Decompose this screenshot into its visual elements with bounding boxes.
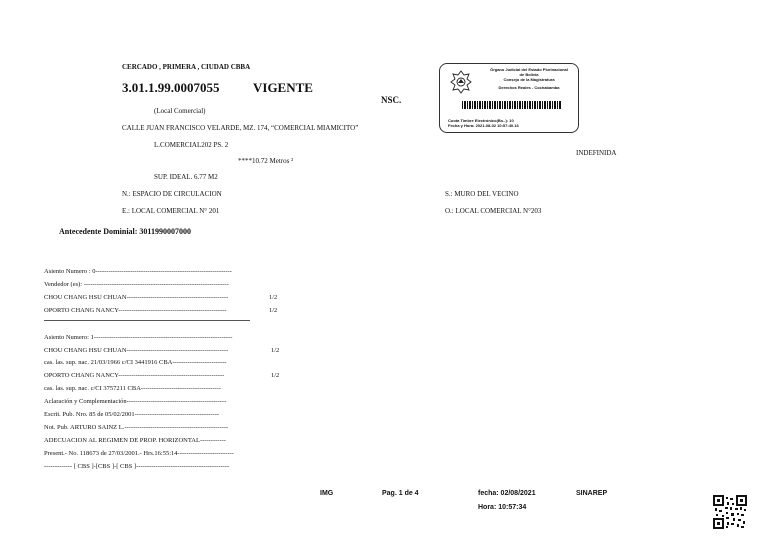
entry-share: 1/2 [269,294,278,301]
local-number: L.COMERCIAL202 PS. 2 [154,141,229,149]
term-label: INDEFINIDA [576,149,617,157]
property-type: (Local Comercial) [154,107,206,115]
footer-system: SINAREP [576,490,608,497]
stamp-line-4: Derechos Reales - Cochabamba [498,85,560,90]
stamp-barcode [462,101,562,109]
footer-page: Pag. 1 de 4 [382,490,419,497]
address-line: CALLE JUAN FRANCISCO VELARDE, MZ. 174, “COMERCIAL MIAMICITO” [122,124,359,132]
antecedent-title: Antecedente Dominial: 3011990007000 [59,227,191,236]
boundary-west: O.: LOCAL COMERCIAL N°203 [445,207,542,215]
matricula-number: 3.01.1.99.0007055 [122,80,220,95]
boundary-south: S.: MURO DEL VECINO [445,190,519,198]
entry-row: ADECUACION AL REGIMEN DE PROP. HORIZONTAL------------ [44,437,226,444]
coat-of-arms-icon [450,70,472,94]
entry-share: 1/2 [271,372,280,379]
status-label: VIGENTE [253,80,313,95]
boundary-north: N.: ESPACIO DE CIRCULACION [122,190,222,198]
entry-row: Escrit. Pub. Nro. 85 de 05/02/2001--------------------------------------- [44,411,220,418]
boundary-east: E.: LOCAL COMERCIAL N° 201 [122,207,220,215]
entry-row: CHOU CHANG HSU CHUAN----------------------------------------------- [44,294,229,301]
qr-code-icon [713,495,747,529]
entry-row: OPORTO CHANG NANCY-------------------------------------------------- [44,307,227,314]
entry-row: Aclaración y Complementación---------------------------------------------- [44,398,227,405]
ideal-surface: SUP. IDEAL. 6.77 M2 [154,173,218,181]
footer-time: Hora: 10:57:34 [478,504,527,511]
footer-date: fecha: 02/08/2021 [478,490,536,497]
entry-share: 1/2 [269,307,278,314]
entry-divider [44,320,250,321]
entry-share: 1/2 [271,347,280,354]
entry-row: Asiento Numero: 1---------------------------------------------------------------- [44,334,233,341]
stamp-line-2: de Bolivia [519,72,539,77]
entry-row: CHOU CHANG HSU CHUAN----------------------------------------------- [44,347,229,354]
stamp-datetime: Fecha y Hora: 2021-08-02 10:57:40.16 [448,123,519,128]
entry-row: Vendedor (es): ------------------------------------------------------------------- [44,281,229,288]
location-line: CERCADO , PRIMERA , CIUDAD CBBA [122,63,251,71]
entry-row: cas. las. sup. nac. c/CI 3757211 CBA------------------------------------- [44,385,221,392]
entry-row: OPORTO CHANG NANCY------------------------------------------------- [44,372,225,379]
stamp-fee: Cuota Timbre Electrónico(Bs.-): 10 [448,118,514,123]
electronic-stamp [439,63,579,133]
entry-row: Asiento Numero : 0--------------------------------------------------------------- [44,268,232,275]
entry-row: Present.- No. 118673 de 27/03/2001.- Hrs.16:55:14-------------------------- [44,450,234,457]
entry-row: ------------- [ CBS ]-[CBS ]-[ CBS ]------------------------------------------- [44,463,230,470]
entry-row: cas. las. sup. nac. 21/03/1966 c/CI 3441916 CBA------------------------- [44,359,227,366]
stamp-line-1: Órgano Judicial del Estado Plurinacional [490,67,568,72]
nsc-label: NSC. [381,95,402,105]
entry-row: Not. Pub. ARTURO SAINZ L.------------------------------------------------ [44,424,229,431]
surface-area: ****10.72 Metros ² [238,157,294,165]
stamp-line-3: Consejo de la Magistratura [503,77,555,82]
footer-img: IMG [320,490,334,497]
